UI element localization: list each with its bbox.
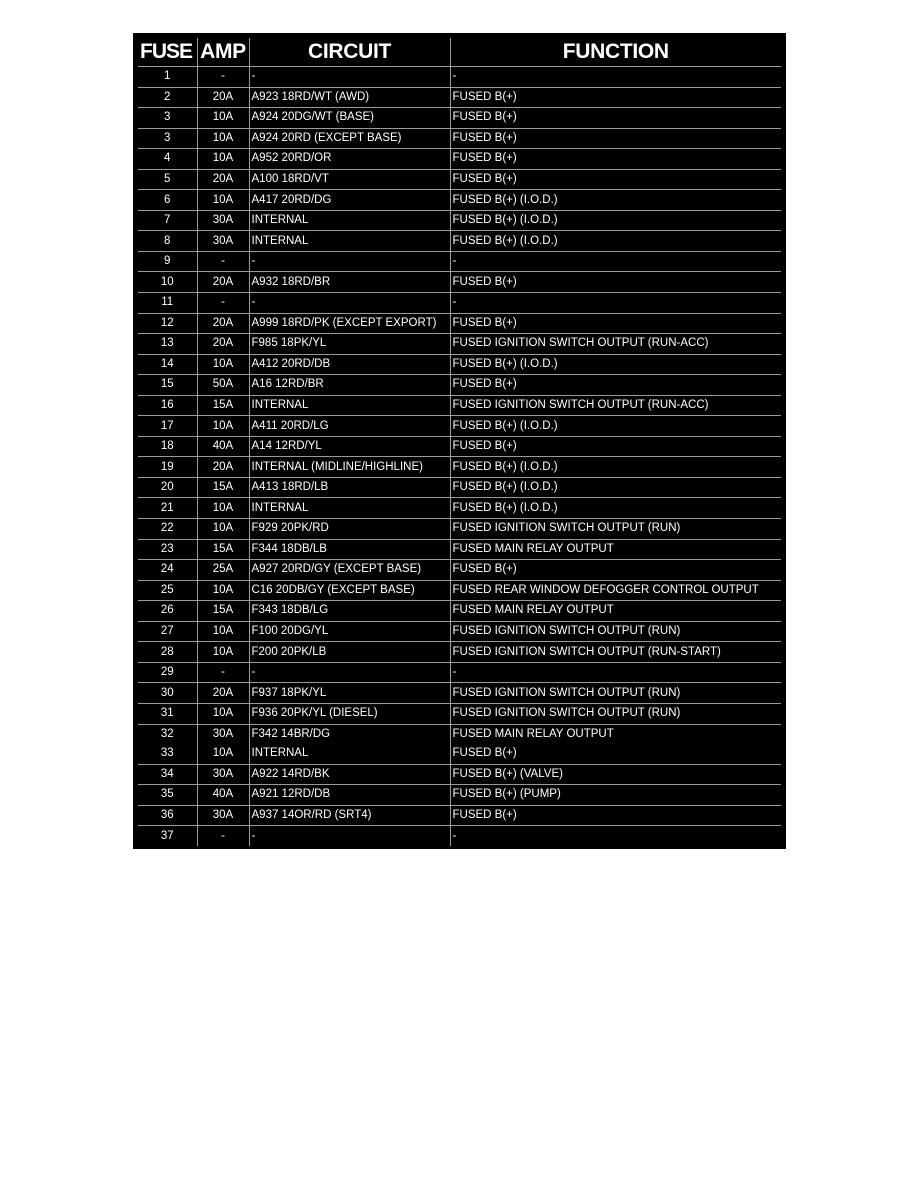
table-row — [138, 764, 781, 785]
fuse-cell: 13 — [138, 334, 197, 355]
fuse-cell: 34 — [138, 764, 197, 785]
circuit-cell: INTERNAL — [249, 498, 450, 519]
circuit-cell: A932 18RD/BR — [249, 272, 450, 293]
circuit-cell: A922 14RD/BK — [249, 764, 450, 785]
amp-cell: 10A — [197, 621, 249, 642]
table-row — [138, 805, 781, 826]
fuse-cell: 12 — [138, 313, 197, 334]
function-cell: FUSED B(+) — [450, 805, 781, 826]
fuse-cell: 4 — [138, 149, 197, 170]
circuit-cell: - — [249, 662, 450, 683]
fuse-cell: 9 — [138, 251, 197, 272]
fuse-cell: 3 — [138, 108, 197, 129]
table-row — [138, 457, 781, 478]
table-row — [138, 539, 781, 560]
circuit-cell: A999 18RD/PK (EXCEPT EXPORT) — [249, 313, 450, 334]
circuit-cell: A921 12RD/DB — [249, 785, 450, 806]
circuit-cell: INTERNAL — [249, 210, 450, 231]
function-cell: FUSED B(+) (I.O.D.) — [450, 354, 781, 375]
function-cell: - — [450, 251, 781, 272]
header-amp: AMP — [197, 38, 249, 67]
function-cell: FUSED B(+) (I.O.D.) — [450, 477, 781, 498]
circuit-cell: - — [249, 67, 450, 88]
circuit-cell: INTERNAL — [249, 395, 450, 416]
fuse-cell: 2 — [138, 87, 197, 108]
amp-cell: 30A — [197, 724, 249, 744]
circuit-cell: A924 20RD (EXCEPT BASE) — [249, 128, 450, 149]
table-row — [138, 149, 781, 170]
circuit-cell: - — [249, 293, 450, 314]
function-cell: - — [450, 662, 781, 683]
fuse-cell: 24 — [138, 560, 197, 581]
table-row — [138, 662, 781, 683]
amp-cell: 15A — [197, 477, 249, 498]
amp-cell: 50A — [197, 375, 249, 396]
amp-cell: 10A — [197, 108, 249, 129]
function-cell: FUSED IGNITION SWITCH OUTPUT (RUN) — [450, 683, 781, 704]
amp-cell: 15A — [197, 539, 249, 560]
fuse-cell: 26 — [138, 601, 197, 622]
fuse-cell: 31 — [138, 703, 197, 724]
function-cell: FUSED IGNITION SWITCH OUTPUT (RUN-ACC) — [450, 334, 781, 355]
function-cell: FUSED IGNITION SWITCH OUTPUT (RUN) — [450, 703, 781, 724]
amp-cell: 20A — [197, 169, 249, 190]
fuse-cell: 22 — [138, 519, 197, 540]
table-row — [138, 498, 781, 519]
function-cell: FUSED MAIN RELAY OUTPUT — [450, 724, 781, 744]
function-cell: FUSED B(+) — [450, 87, 781, 108]
function-cell: FUSED IGNITION SWITCH OUTPUT (RUN-ACC) — [450, 395, 781, 416]
function-cell: FUSED B(+) (I.O.D.) — [450, 190, 781, 211]
table-row — [138, 724, 781, 744]
circuit-cell: A413 18RD/LB — [249, 477, 450, 498]
function-cell: FUSED B(+) — [450, 149, 781, 170]
circuit-cell: INTERNAL (MIDLINE/HIGHLINE) — [249, 457, 450, 478]
amp-cell: 10A — [197, 580, 249, 601]
function-cell: FUSED B(+) — [450, 272, 781, 293]
fuse-cell: 3 — [138, 128, 197, 149]
fuse-cell: 37 — [138, 826, 197, 846]
function-cell: FUSED B(+) — [450, 313, 781, 334]
circuit-cell: F937 18PK/YL — [249, 683, 450, 704]
fuse-cell: 28 — [138, 642, 197, 663]
table-row — [138, 313, 781, 334]
function-cell: FUSED B(+) — [450, 560, 781, 581]
function-cell: FUSED B(+) — [450, 128, 781, 149]
amp-cell: 15A — [197, 601, 249, 622]
amp-cell: 30A — [197, 805, 249, 826]
function-cell: FUSED B(+) (I.O.D.) — [450, 210, 781, 231]
table-row — [138, 231, 781, 252]
function-cell: - — [450, 293, 781, 314]
function-cell: FUSED B(+) (I.O.D.) — [450, 231, 781, 252]
circuit-cell: C16 20DB/GY (EXCEPT BASE) — [249, 580, 450, 601]
fuse-cell: 27 — [138, 621, 197, 642]
amp-cell: 10A — [197, 354, 249, 375]
circuit-cell: A411 20RD/LG — [249, 416, 450, 437]
table-row — [138, 436, 781, 457]
table-row — [138, 826, 781, 846]
amp-cell: 10A — [197, 190, 249, 211]
header-function: FUNCTION — [450, 38, 781, 67]
fuse-cell: 18 — [138, 436, 197, 457]
amp-cell: 20A — [197, 457, 249, 478]
circuit-cell: F200 20PK/LB — [249, 642, 450, 663]
table-row — [138, 190, 781, 211]
fuse-cell: 30 — [138, 683, 197, 704]
circuit-cell: A100 18RD/VT — [249, 169, 450, 190]
circuit-cell: A927 20RD/GY (EXCEPT BASE) — [249, 560, 450, 581]
fuse-cell: 7 — [138, 210, 197, 231]
table-row — [138, 293, 781, 314]
amp-cell: 20A — [197, 272, 249, 293]
circuit-cell: A14 12RD/YL — [249, 436, 450, 457]
fuse-cell: 21 — [138, 498, 197, 519]
function-cell: FUSED REAR WINDOW DEFOGGER CONTROL OUTPUT — [450, 580, 781, 601]
amp-cell: 10A — [197, 519, 249, 540]
amp-cell: 25A — [197, 560, 249, 581]
function-cell: FUSED B(+) (I.O.D.) — [450, 457, 781, 478]
amp-cell: - — [197, 251, 249, 272]
function-cell: FUSED B(+) (PUMP) — [450, 785, 781, 806]
amp-cell: 10A — [197, 744, 249, 764]
table-row — [138, 560, 781, 581]
fuse-cell: 11 — [138, 293, 197, 314]
circuit-cell: INTERNAL — [249, 231, 450, 252]
fuse-cell: 33 — [138, 744, 197, 764]
amp-cell: 40A — [197, 785, 249, 806]
fuse-cell: 6 — [138, 190, 197, 211]
circuit-cell: A417 20RD/DG — [249, 190, 450, 211]
table-row — [138, 210, 781, 231]
table-row — [138, 272, 781, 293]
function-cell: FUSED IGNITION SWITCH OUTPUT (RUN) — [450, 519, 781, 540]
table-row — [138, 477, 781, 498]
fuse-cell: 29 — [138, 662, 197, 683]
amp-cell: 20A — [197, 87, 249, 108]
circuit-cell: F936 20PK/YL (DIESEL) — [249, 703, 450, 724]
table-row — [138, 108, 781, 129]
table-row — [138, 128, 781, 149]
table-row — [138, 744, 781, 764]
amp-cell: 30A — [197, 210, 249, 231]
table-row — [138, 519, 781, 540]
function-cell: FUSED B(+) (VALVE) — [450, 764, 781, 785]
table-row — [138, 67, 781, 88]
fuse-table — [138, 38, 781, 846]
table-row — [138, 334, 781, 355]
amp-cell: 10A — [197, 703, 249, 724]
amp-cell: 10A — [197, 416, 249, 437]
table-row — [138, 354, 781, 375]
circuit-cell: - — [249, 251, 450, 272]
header-circuit: CIRCUIT — [249, 38, 450, 67]
amp-cell: 20A — [197, 313, 249, 334]
circuit-cell: A16 12RD/BR — [249, 375, 450, 396]
table-row — [138, 785, 781, 806]
circuit-cell: F929 20PK/RD — [249, 519, 450, 540]
circuit-cell: F985 18PK/YL — [249, 334, 450, 355]
fuse-cell: 35 — [138, 785, 197, 806]
amp-cell: 10A — [197, 128, 249, 149]
fuse-table-frame — [133, 33, 786, 849]
circuit-cell: F344 18DB/LB — [249, 539, 450, 560]
amp-cell: - — [197, 67, 249, 88]
fuse-cell: 15 — [138, 375, 197, 396]
fuse-cell: 23 — [138, 539, 197, 560]
fuse-cell: 25 — [138, 580, 197, 601]
table-row — [138, 416, 781, 437]
function-cell: - — [450, 67, 781, 88]
amp-cell: 40A — [197, 436, 249, 457]
table-row — [138, 642, 781, 663]
circuit-cell: A924 20DG/WT (BASE) — [249, 108, 450, 129]
circuit-cell: F343 18DB/LG — [249, 601, 450, 622]
function-cell: FUSED IGNITION SWITCH OUTPUT (RUN) — [450, 621, 781, 642]
function-cell: FUSED B(+) — [450, 744, 781, 764]
table-row — [138, 375, 781, 396]
fuse-cell: 36 — [138, 805, 197, 826]
amp-cell: 20A — [197, 683, 249, 704]
table-header — [138, 38, 781, 67]
function-cell: FUSED B(+) (I.O.D.) — [450, 498, 781, 519]
amp-cell: 30A — [197, 764, 249, 785]
header-row — [138, 38, 781, 67]
amp-cell: 20A — [197, 334, 249, 355]
amp-cell: 10A — [197, 149, 249, 170]
function-cell: FUSED MAIN RELAY OUTPUT — [450, 601, 781, 622]
table-row — [138, 580, 781, 601]
fuse-cell: 14 — [138, 354, 197, 375]
amp-cell: - — [197, 662, 249, 683]
circuit-cell: A412 20RD/DB — [249, 354, 450, 375]
circuit-cell: A952 20RD/OR — [249, 149, 450, 170]
header-fuse: FUSE — [138, 38, 197, 67]
table-row — [138, 395, 781, 416]
circuit-cell: A923 18RD/WT (AWD) — [249, 87, 450, 108]
function-cell: FUSED B(+) — [450, 169, 781, 190]
table-row — [138, 251, 781, 272]
fuse-cell: 8 — [138, 231, 197, 252]
fuse-cell: 16 — [138, 395, 197, 416]
table-body — [138, 67, 781, 846]
fuse-cell: 5 — [138, 169, 197, 190]
amp-cell: - — [197, 293, 249, 314]
table-row — [138, 169, 781, 190]
function-cell: FUSED B(+) — [450, 436, 781, 457]
circuit-cell: - — [249, 826, 450, 846]
fuse-cell: 19 — [138, 457, 197, 478]
amp-cell: 10A — [197, 498, 249, 519]
function-cell: FUSED B(+) — [450, 375, 781, 396]
table-row — [138, 621, 781, 642]
function-cell: FUSED B(+) (I.O.D.) — [450, 416, 781, 437]
amp-cell: 10A — [197, 642, 249, 663]
circuit-cell: INTERNAL — [249, 744, 450, 764]
fuse-cell: 20 — [138, 477, 197, 498]
amp-cell: - — [197, 826, 249, 846]
circuit-cell: F342 14BR/DG — [249, 724, 450, 744]
table-row — [138, 601, 781, 622]
function-cell: FUSED IGNITION SWITCH OUTPUT (RUN-START) — [450, 642, 781, 663]
circuit-cell: A937 14OR/RD (SRT4) — [249, 805, 450, 826]
fuse-cell: 1 — [138, 67, 197, 88]
amp-cell: 15A — [197, 395, 249, 416]
fuse-cell: 17 — [138, 416, 197, 437]
table-row — [138, 87, 781, 108]
fuse-cell: 10 — [138, 272, 197, 293]
function-cell: FUSED B(+) — [450, 108, 781, 129]
table-row — [138, 683, 781, 704]
function-cell: - — [450, 826, 781, 846]
function-cell: FUSED MAIN RELAY OUTPUT — [450, 539, 781, 560]
table-row — [138, 703, 781, 724]
amp-cell: 30A — [197, 231, 249, 252]
circuit-cell: F100 20DG/YL — [249, 621, 450, 642]
fuse-cell: 32 — [138, 724, 197, 744]
